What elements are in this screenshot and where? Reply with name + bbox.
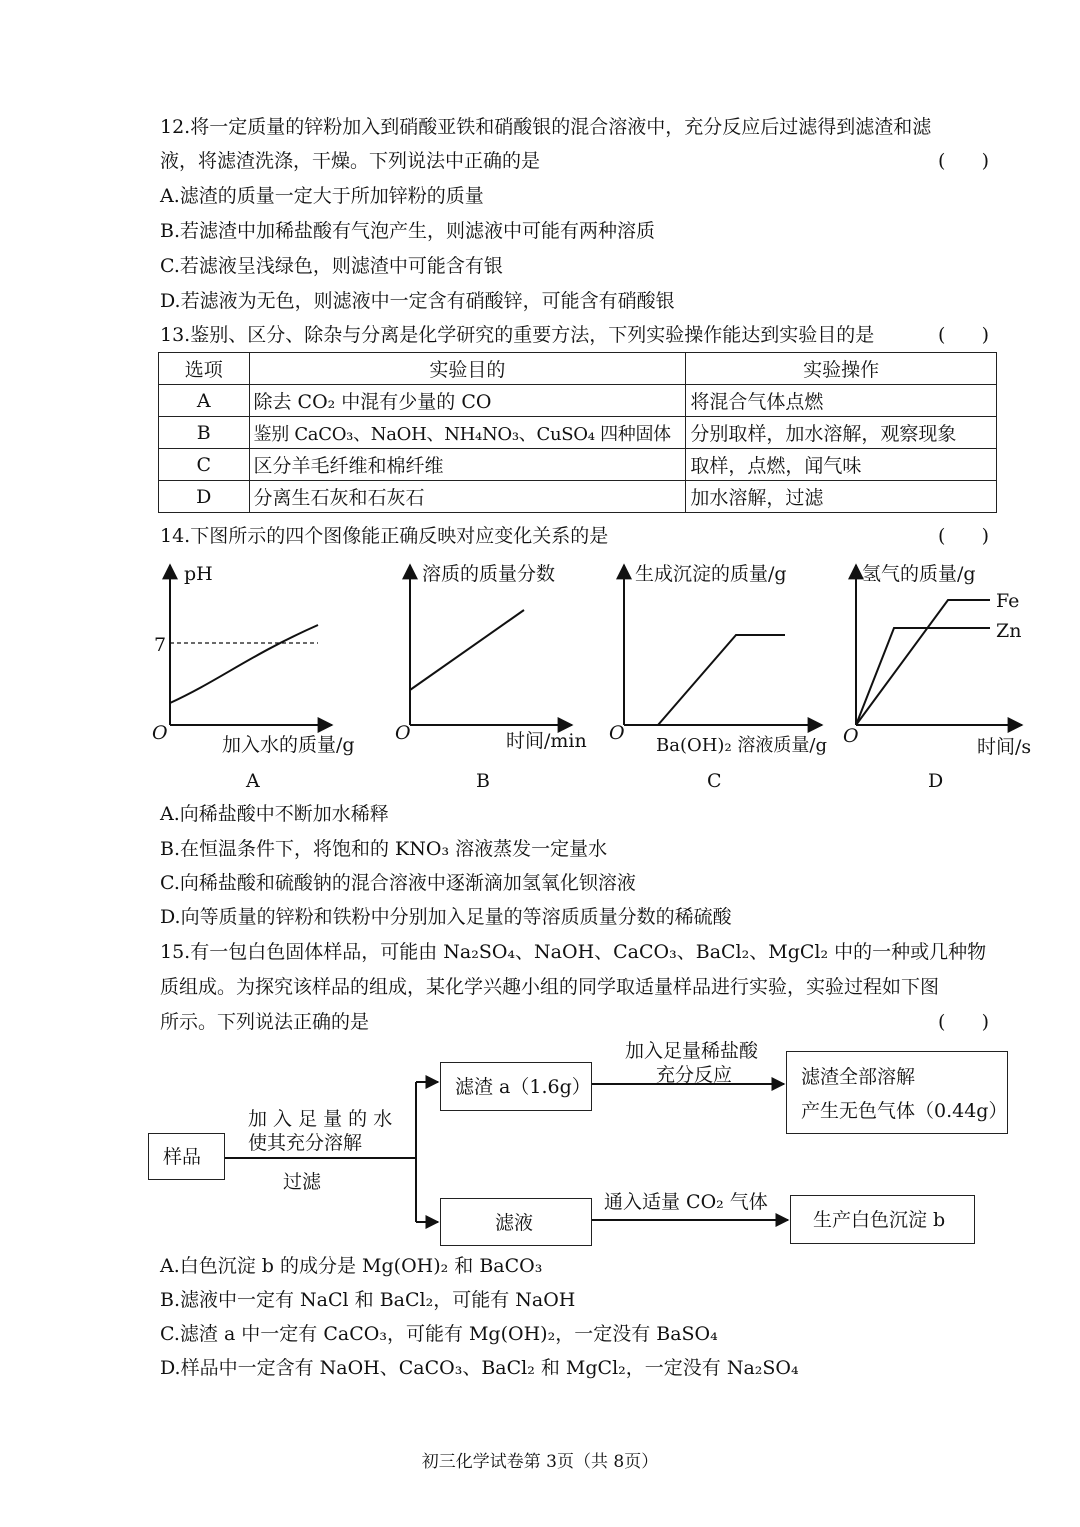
- table-cell-purpose: 鉴别 CaCO₃、NaOH、NH₄NO₃、CuSO₄ 四种固体: [249, 417, 686, 449]
- table-cell-operation: 将混合气体点燃: [686, 385, 997, 417]
- graph-b: [410, 565, 572, 725]
- table-header-row: [159, 353, 997, 385]
- q15-option-c: C.滤渣 a 中一定有 CaCO₃，可能有 Mg(OH)₂，一定没有 BaSO₄: [160, 1323, 718, 1345]
- graph-a-origin: O: [152, 722, 168, 744]
- table-cell-option: D: [159, 481, 250, 513]
- q13-table: [158, 352, 997, 513]
- flow-filter-label: 过滤: [283, 1171, 322, 1193]
- q12-stem-line2: 液，将滤渣洗涤，干燥。下列说法中正确的是: [160, 150, 541, 172]
- q14-stem: 14.下图所示的四个图像能正确反映对应变化关系的是: [160, 525, 609, 547]
- table-cell-option: A: [159, 385, 250, 417]
- flow-result2-label: 生产白色沉淀 b: [813, 1209, 946, 1231]
- table-header-cell: 实验操作: [686, 353, 997, 385]
- flow-sample-box: [148, 1133, 225, 1180]
- flow-result1-line1: 滤渣全部溶解: [801, 1066, 916, 1088]
- graph-a-curve: [170, 625, 318, 703]
- flow-result1-line2: 产生无色气体（0.44g）: [801, 1100, 1008, 1122]
- table-row: [159, 417, 997, 449]
- q15-option-a: A.白色沉淀 b 的成分是 Mg(OH)₂ 和 BaCO₃: [160, 1255, 543, 1277]
- flow-step1-line1: 加 入 足 量 的 水: [248, 1108, 393, 1130]
- graph-d: [856, 565, 1022, 725]
- q15-option-b: B.滤液中一定有 NaCl 和 BaCl₂，可能有 NaOH: [160, 1289, 576, 1311]
- graph-d-ylabel: 氢气的质量/g: [862, 563, 976, 585]
- flow-sample-label: 样品: [163, 1146, 202, 1168]
- q14-option-b: B.在恒温条件下，将饱和的 KNO₃ 溶液蒸发一定量水: [160, 838, 608, 860]
- graph-c-origin: O: [609, 722, 625, 744]
- flow-acid-line2: 充分反应: [656, 1064, 733, 1086]
- table-row: [159, 385, 997, 417]
- graph-c: [624, 565, 822, 725]
- q13-stem: 13.鉴别、区分、除杂与分离是化学研究的重要方法，下列实验操作能达到实验目的是: [160, 324, 875, 346]
- graph-d-fe-line: [856, 600, 990, 725]
- graph-d-origin: O: [843, 725, 859, 747]
- q12-option-b: B.若滤渣中加稀盐酸有气泡产生，则滤液中可能有两种溶质: [160, 220, 656, 242]
- flow-residue-label: 滤渣 a（1.6g）: [455, 1076, 591, 1098]
- graph-b-ylabel: 溶质的质量分数: [422, 563, 556, 585]
- table-row: [159, 481, 997, 513]
- graph-a-tick-7: 7: [154, 634, 167, 656]
- graph-d-zn-label: Zn: [996, 620, 1022, 642]
- graph-a-xlabel: 加入水的质量/g: [222, 734, 355, 756]
- flow-result2-box: [790, 1195, 975, 1244]
- table-header-cell: 选项: [159, 353, 250, 385]
- graph-a-ylabel: pH: [184, 563, 213, 585]
- q14-graphs: [0, 555, 1080, 795]
- graph-a-caption: A: [246, 770, 260, 792]
- table-cell-purpose: 区分羊毛纤维和棉纤维: [249, 449, 686, 481]
- q14-option-d: D.向等质量的锌粉和铁粉中分别加入足量的等溶质质量分数的稀硫酸: [160, 906, 732, 928]
- graph-d-zn-line: [856, 628, 990, 725]
- table-cell-operation: 取样，点燃，闻气味: [686, 449, 997, 481]
- q15-option-d: D.样品中一定含有 NaOH、CaCO₃、BaCl₂ 和 MgCl₂，一定没有 Na₂SO₄: [160, 1357, 799, 1379]
- flow-filtrate-label: 滤液: [495, 1212, 534, 1234]
- flow-filtrate-box: [440, 1198, 592, 1246]
- graph-d-fe-label: Fe: [996, 590, 1020, 612]
- q14-option-c: C.向稀盐酸和硫酸钠的混合溶液中逐渐滴加氢氧化钡溶液: [160, 872, 636, 894]
- table-cell-operation: 分别取样，加水溶解，观察现象: [686, 417, 997, 449]
- q14-answer-blank: ( ): [938, 525, 990, 547]
- q15-answer-blank: ( ): [938, 1011, 990, 1033]
- graph-a: [170, 565, 332, 725]
- graph-b-line: [410, 610, 524, 690]
- q15-stem-line2: 质组成。为探究该样品的组成，某化学兴趣小组的同学取适量样品进行实验，实验过程如下图: [160, 976, 940, 998]
- graph-d-caption: D: [928, 770, 944, 792]
- table-cell-option: C: [159, 449, 250, 481]
- table-cell-purpose: 分离生石灰和石灰石: [249, 481, 686, 513]
- flow-step1-line2: 使其充分溶解: [248, 1132, 363, 1154]
- q14-option-a: A.向稀盐酸中不断加水稀释: [160, 803, 389, 825]
- table-row: [159, 449, 997, 481]
- graph-c-ylabel: 生成沉淀的质量/g: [635, 563, 787, 585]
- q15-stem-line3: 所示。下列说法正确的是: [160, 1011, 370, 1033]
- graph-c-line: [658, 635, 785, 725]
- flow-acid-line1: 加入足量稀盐酸: [625, 1040, 759, 1062]
- table-header-cell: 实验目的: [249, 353, 686, 385]
- q12-option-c: C.若滤液呈浅绿色，则滤渣中可能含有银: [160, 255, 503, 277]
- q12-option-a: A.滤渣的质量一定大于所加锌粉的质量: [160, 185, 484, 207]
- graph-d-xlabel: 时间/s: [977, 736, 1032, 758]
- flow-residue-box: [440, 1062, 592, 1111]
- flow-result1-box: [786, 1051, 1008, 1134]
- table-cell-option: B: [159, 417, 250, 449]
- q12-option-d: D.若滤液为无色，则滤液中一定含有硝酸锌，可能含有硝酸银: [160, 290, 675, 312]
- graph-c-caption: C: [707, 770, 722, 792]
- q12-stem-line1: 12.将一定质量的锌粉加入到硝酸亚铁和硝酸银的混合溶液中，充分反应后过滤得到滤渣和滤: [160, 116, 932, 138]
- table-cell-purpose: 除去 CO₂ 中混有少量的 CO: [249, 385, 686, 417]
- q12-answer-blank: ( ): [938, 150, 990, 172]
- table-cell-operation: 加水溶解，过滤: [686, 481, 997, 513]
- flow-co2-step: 通入适量 CO₂ 气体: [604, 1191, 768, 1213]
- q13-answer-blank: ( ): [938, 324, 990, 346]
- graph-c-xlabel: Ba(OH)₂ 溶液质量/g: [656, 735, 827, 756]
- graph-b-caption: B: [476, 770, 490, 792]
- page-footer: 初三化学试卷第 3页（共 8页）: [421, 1452, 659, 1472]
- graph-b-xlabel: 时间/min: [506, 730, 587, 752]
- q15-stem-line1: 15.有一包白色固体样品，可能由 Na₂SO₄、NaOH、CaCO₃、BaCl₂、MgCl₂ 中的一种或几种物: [160, 941, 987, 963]
- graph-b-origin: O: [395, 722, 411, 744]
